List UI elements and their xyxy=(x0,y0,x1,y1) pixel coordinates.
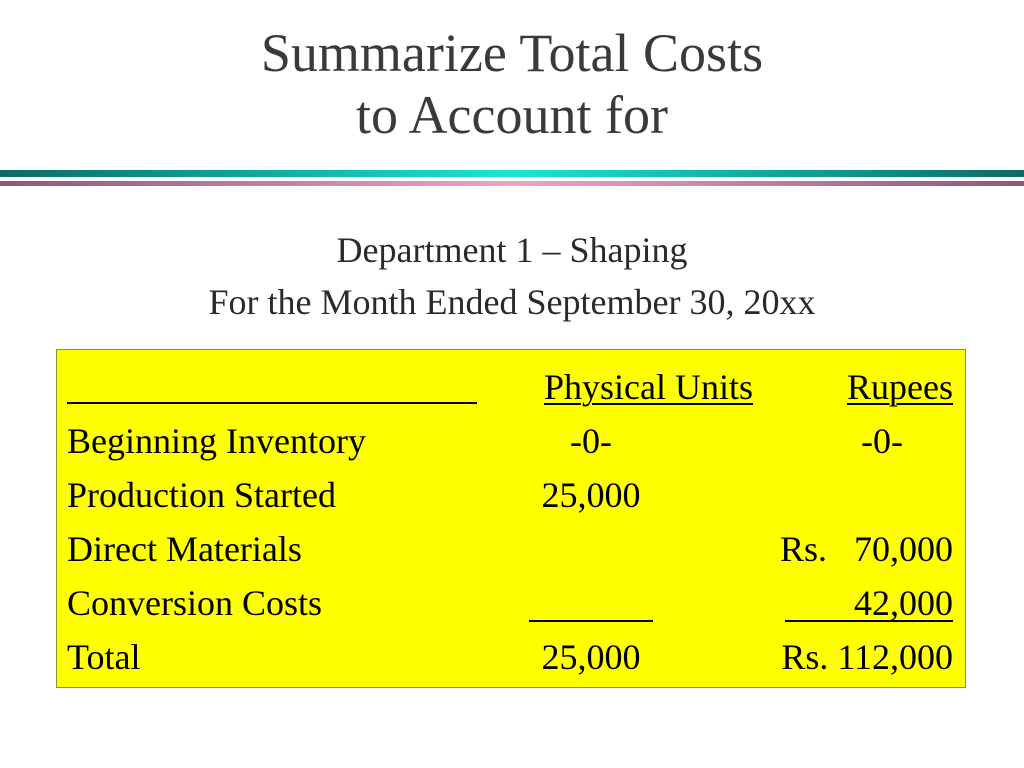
department-heading: Department 1 – Shaping xyxy=(336,230,688,270)
row-rupees: -0- xyxy=(861,421,903,461)
table-row xyxy=(67,468,953,522)
slide-subtitle xyxy=(0,224,1024,328)
row-label: Direct Materials xyxy=(67,529,302,569)
title-line-1: Summarize Total Costs xyxy=(260,23,764,83)
pink-rule xyxy=(0,181,1024,186)
table-header-row xyxy=(67,360,953,414)
title-divider xyxy=(0,168,1024,190)
row-rupees: Rs. 112,000 xyxy=(781,637,953,677)
header-physical-units: Physical Units xyxy=(543,367,753,407)
row-units: 25,000 xyxy=(541,475,641,515)
slide-title xyxy=(0,22,1024,146)
row-label: Beginning Inventory xyxy=(67,421,366,461)
table-row xyxy=(67,576,953,630)
table-row xyxy=(67,414,953,468)
row-rupees: 42,000 xyxy=(854,583,953,623)
title-line-2: to Account for xyxy=(356,85,668,145)
table-total-row xyxy=(67,630,953,684)
teal-rule xyxy=(0,170,1024,177)
units-subtotal-line xyxy=(529,620,653,622)
header-rupees: Rupees xyxy=(847,367,953,407)
row-label: Conversion Costs xyxy=(67,583,323,623)
row-label: Total xyxy=(67,637,141,677)
row-label: Production Started xyxy=(67,475,336,515)
cost-summary-table xyxy=(56,349,966,688)
period-heading: For the Month Ended September 30, 20xx xyxy=(208,282,816,322)
header-blank-underline xyxy=(67,402,477,404)
row-rupees: Rs. 70,000 xyxy=(779,529,953,569)
row-units: 25,000 xyxy=(541,637,641,677)
table-row xyxy=(67,522,953,576)
row-units: -0- xyxy=(570,421,612,461)
